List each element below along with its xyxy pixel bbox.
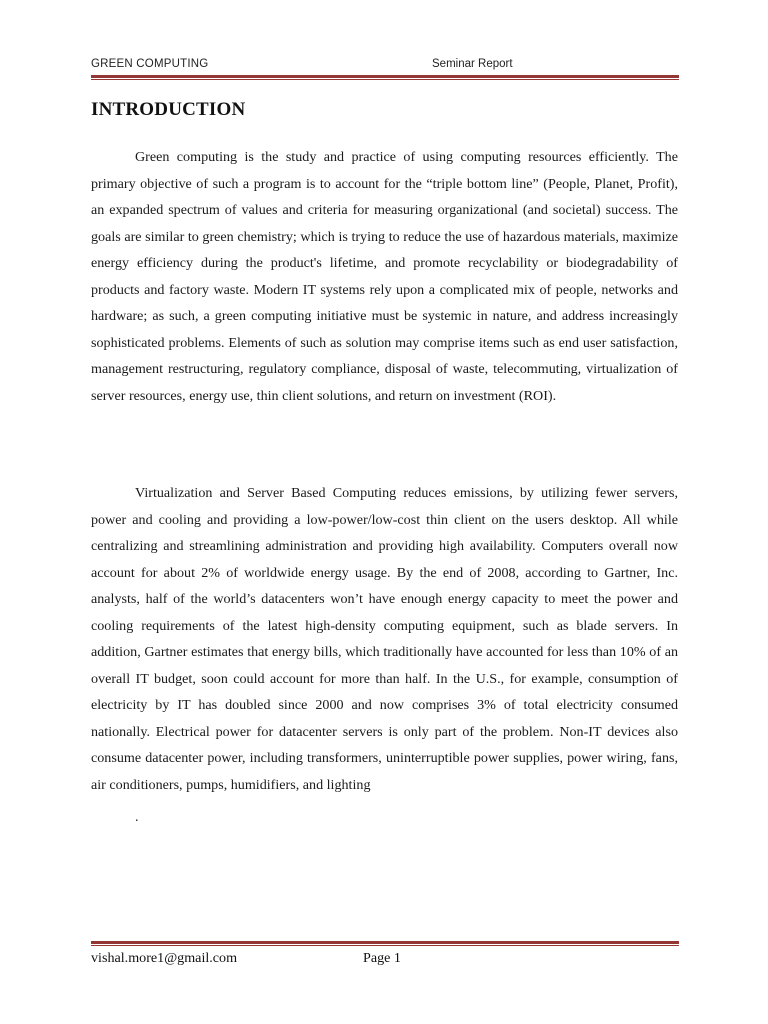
header-title: GREEN COMPUTING <box>91 58 209 70</box>
section-heading: INTRODUCTION <box>91 99 246 120</box>
page-header <box>91 58 679 74</box>
header-report-type: Seminar Report <box>432 58 513 70</box>
page-number: Page 1 <box>363 950 401 966</box>
page-footer <box>91 950 679 970</box>
paragraph-virtualization: Virtualization and Server Based Computing reduces emissions, by utilizing fewer servers, power and cooling and providing a low-power/low-cost thin client on the users desktop. All while centralizing and streamlining administration and providing high availability. Computers overall now account for about 2% of worldwide energy usage. By the end of 2008, according to Gartner, Inc. analysts, half of the world’s datacenters won’t have enough energy capacity to meet the power and cooling requirements of the latest high-density computing equipment, such as blade servers. In addition, Gartner estimates that energy bills, which traditionally have accounted for less than 10% of an overall IT budget, soon could account for more than half. In the U.S., for example, consumption of electricity by IT has doubled since 2000 and now comprises 3% of total electricity consumed nationally. Electrical power for datacenter servers is only part of the problem. Non-IT devices also consume datacenter power, including transformers, uninterruptible power supplies, power wiring, fans, air conditioners, pumps, humidifiers, and lighting <box>91 485 678 793</box>
paragraph-green-computing: Green computing is the study and practice of using computing resources efficiently. The primary objective of such a program is to account for the “triple bottom line” (People, Planet, Profit), an expanded spectrum of values and criteria for measuring organizational (and societal) success. The goals are similar to green chemistry; which is trying to reduce the use of hazardous materials, maximize energy efficiency during the product's lifetime, and promote recyclability or biodegradability of products and factory waste. Modern IT systems rely upon a complicated mix of people, networks and hardware; as such, a green computing initiative must be systemic in nature, and address increasingly sophisticated problems. Elements of such as solution may comprise items such as end user satisfaction, management restructuring, regulatory compliance, disposal of waste, telecommuting, virtualization of server resources, energy use, thin client solutions, and return on investment (ROI). <box>91 149 678 404</box>
footer-email: vishal.more1@gmail.com <box>91 950 238 966</box>
stray-period: . <box>135 810 139 825</box>
footer-rule <box>91 941 679 946</box>
header-rule <box>91 75 679 80</box>
